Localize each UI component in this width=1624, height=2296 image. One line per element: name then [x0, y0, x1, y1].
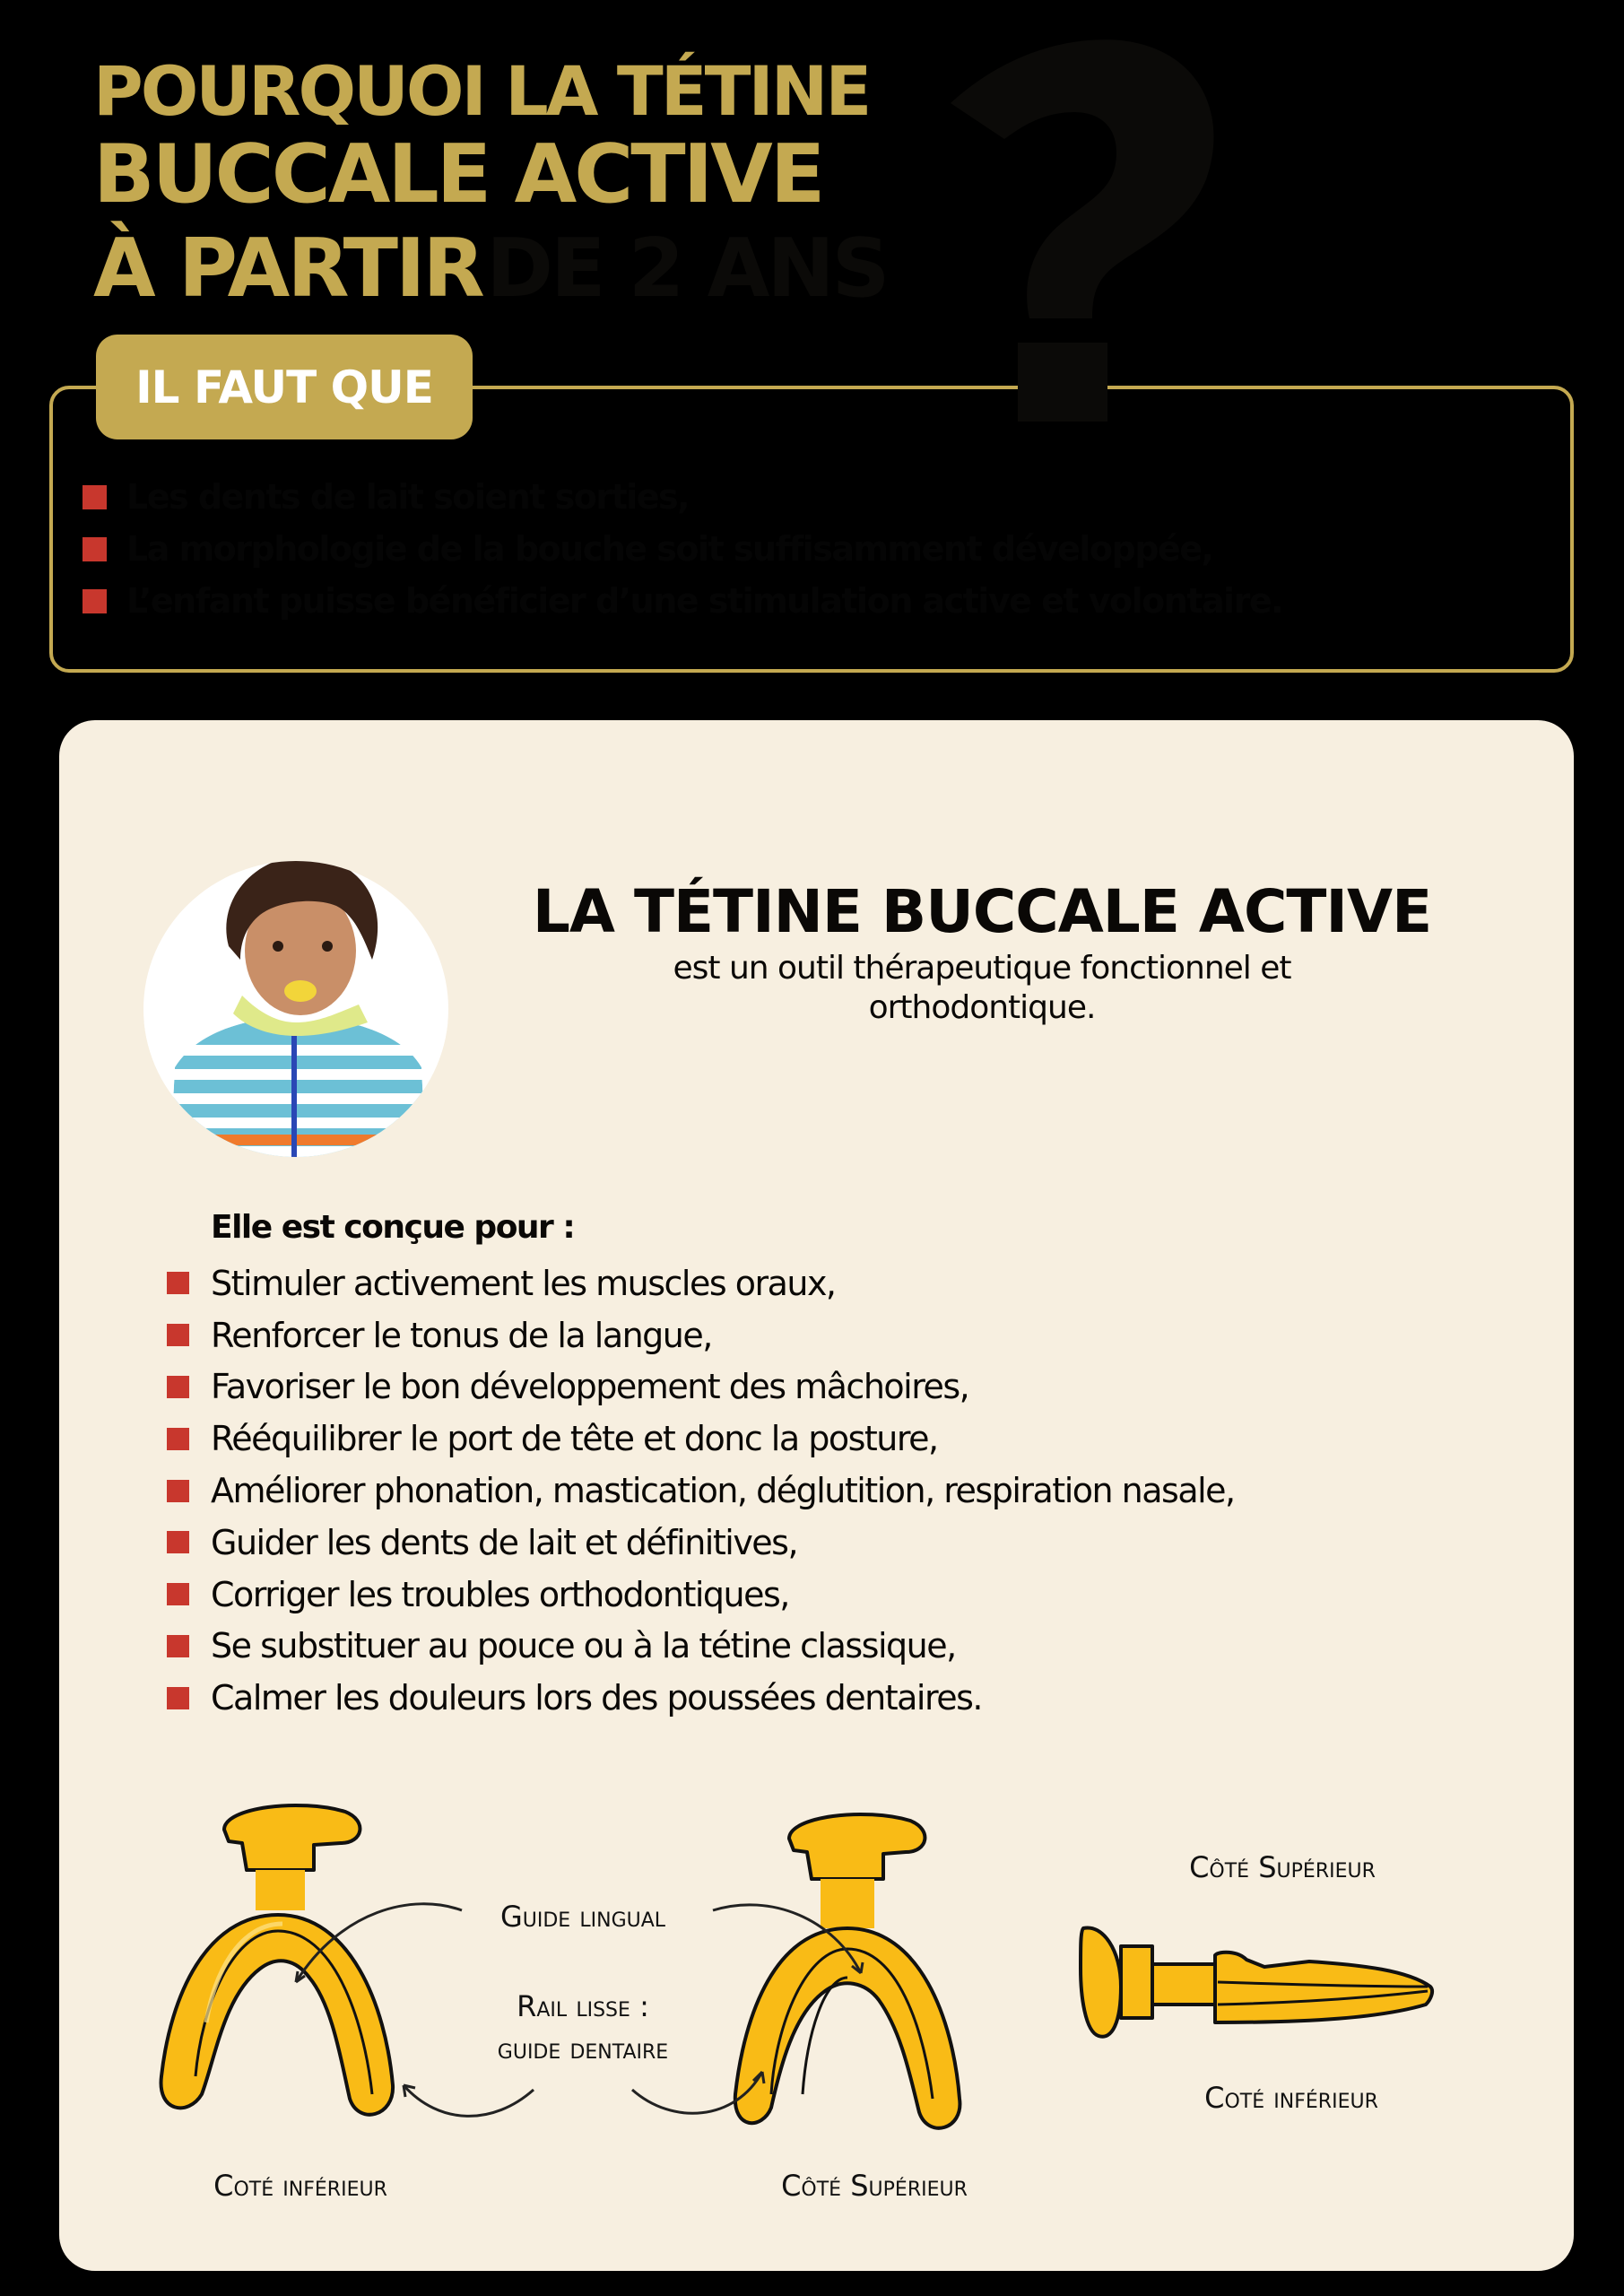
list-item [167, 1309, 1235, 1361]
device-side-view-illustration [1076, 1915, 1480, 2049]
bullet-square-icon [83, 589, 107, 613]
title-dark-part: DE 2 ANS [486, 222, 888, 316]
rail-lisse-label: Rail lisse : [517, 1989, 649, 2023]
guide-lingual-label: Guide lingual [499, 1900, 666, 1934]
bullet-square-icon [167, 1531, 189, 1553]
list-item [167, 1517, 1235, 1569]
list-item [167, 1413, 1235, 1465]
list-item-text: Corriger les troubles orthodontiques, [211, 1574, 789, 1614]
list-item-text: Renforcer le tonus de la langue, [211, 1315, 712, 1355]
list-item [167, 1361, 1235, 1413]
upper-side-caption: Côté Supérieur [781, 2169, 968, 2203]
card-title: LA TÉTINE BUCCALE ACTIVE [532, 877, 1432, 946]
card-subtitle-line-1: est un outil thérapeutique fonctionnel et [673, 950, 1291, 987]
bullet-square-icon [167, 1480, 189, 1502]
card-subtitle-line-2: orthodontique. [868, 989, 1096, 1026]
requirements-list [83, 471, 1282, 627]
question-mark-dot [1018, 343, 1107, 422]
list-item [167, 1621, 1235, 1673]
list-item-text: Stimuler activement les muscles oraux, [211, 1263, 836, 1303]
bullet-square-icon [167, 1324, 189, 1346]
bullet-square-icon [167, 1583, 189, 1605]
bullet-square-icon [83, 485, 107, 509]
list-item [83, 523, 1282, 575]
list-item-text: Favoriser le bon développement des mâchoires, [211, 1367, 969, 1407]
list-item [83, 471, 1282, 523]
page-title-line-2: BUCCALE ACTIVE [93, 127, 823, 222]
designed-for-heading: Elle est conçue pour : [211, 1209, 575, 1246]
requirements-badge [96, 335, 473, 439]
side-view-lower-caption: Coté inférieur [1204, 2081, 1378, 2115]
bullet-square-icon [167, 1376, 189, 1398]
guide-dentaire-label: guide dentaire [497, 2031, 669, 2066]
list-item [167, 1569, 1235, 1621]
list-item-text: La morphologie de la bouche soit suffisamment développée, [126, 529, 1213, 569]
bullet-square-icon [167, 1635, 189, 1657]
list-item [167, 1672, 1235, 1724]
page-title-line-1: POURQUOI LA TÉTINE [93, 51, 870, 131]
card-subtitle [574, 949, 1390, 1028]
page-title-line-3 [93, 222, 888, 316]
list-item-text: Calmer les douleurs lors des poussées dentaires. [211, 1678, 983, 1718]
bullet-square-icon [167, 1428, 189, 1450]
bullet-square-icon [83, 537, 107, 561]
lower-side-caption: Coté inférieur [213, 2169, 387, 2203]
title-gold-part: À PARTIR [93, 222, 482, 316]
list-item-text: Améliorer phonation, mastication, déglutition, respiration nasale, [211, 1471, 1235, 1511]
list-item-text: Les dents de lait soient sorties, [126, 477, 690, 517]
list-item [167, 1465, 1235, 1517]
list-item [167, 1257, 1235, 1309]
child-photo [143, 861, 448, 1157]
bullet-square-icon [167, 1687, 189, 1709]
list-item-text: L’enfant puisse bénéficier d’une stimulation active et volontaire. [126, 581, 1283, 621]
badge-label: IL FAUT QUE [135, 361, 433, 413]
list-item-text: Guider les dents de lait et définitives, [211, 1522, 798, 1562]
list-item-text: Rééquilibrer le port de tête et donc la posture, [211, 1419, 938, 1459]
side-view-upper-caption: Côté Supérieur [1189, 1850, 1376, 1884]
list-item-text: Se substituer au pouce ou à la tétine classique, [211, 1626, 956, 1666]
benefits-list [167, 1257, 1235, 1724]
bullet-square-icon [167, 1272, 189, 1294]
list-item [83, 575, 1282, 627]
